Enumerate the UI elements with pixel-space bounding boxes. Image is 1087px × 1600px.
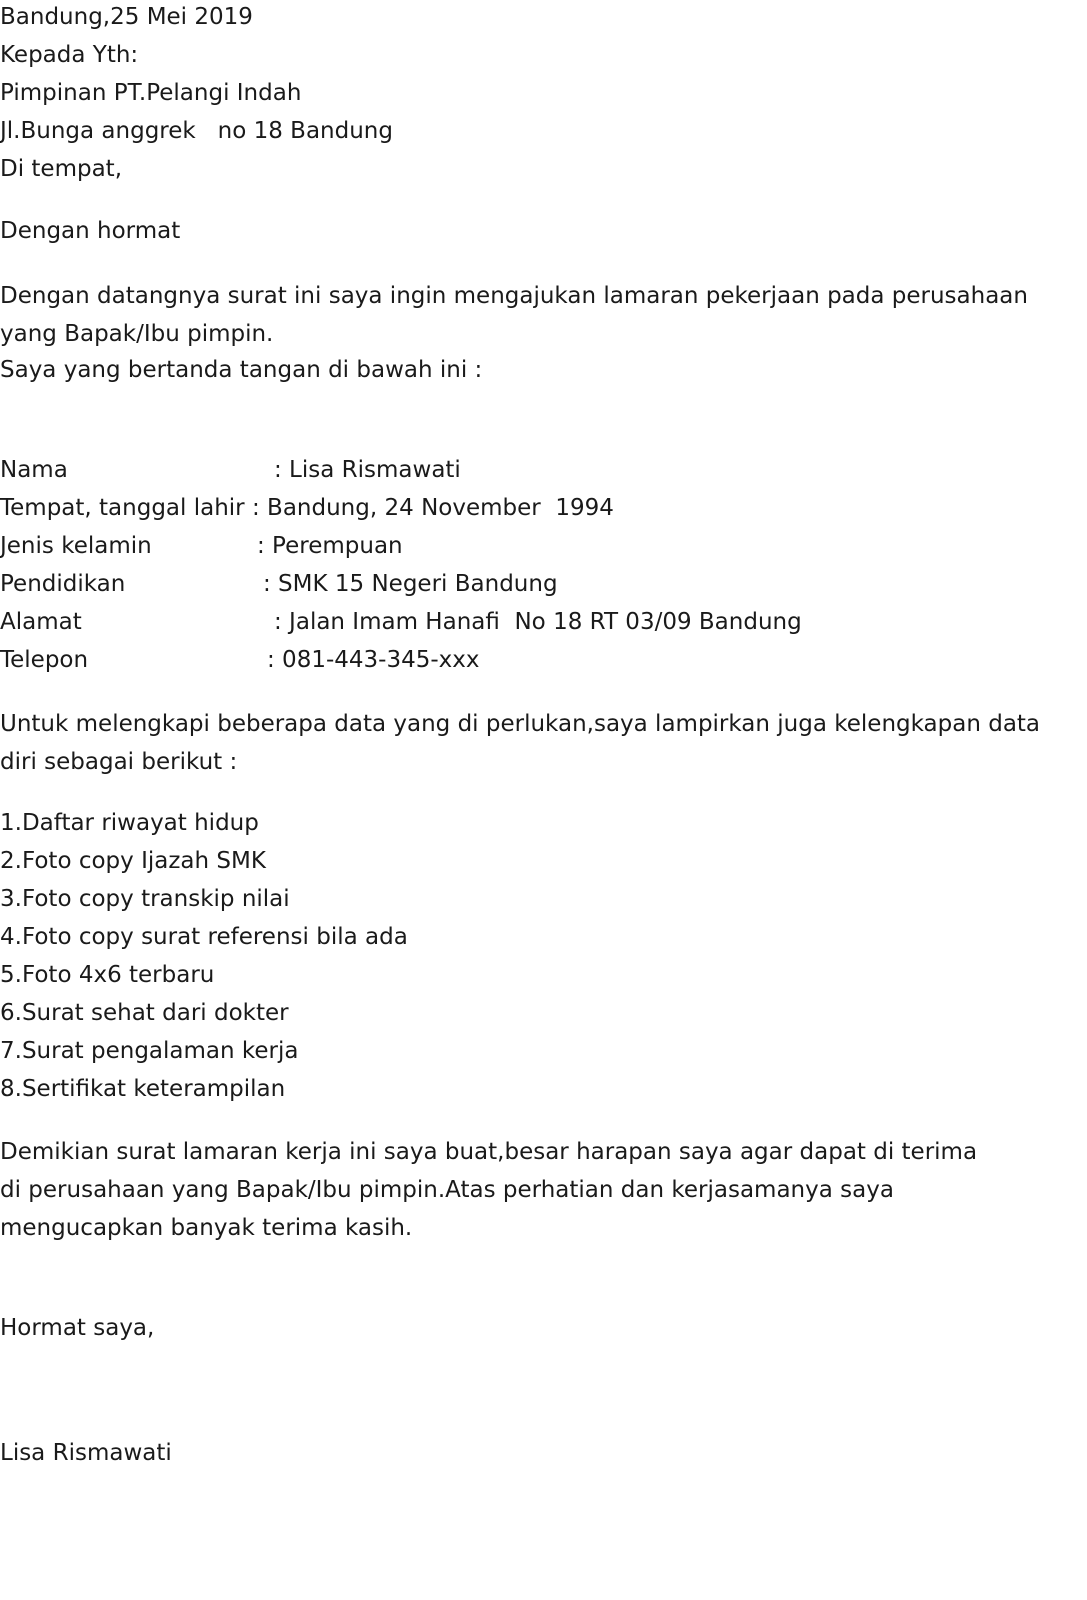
sign-off: Hormat saya, bbox=[0, 1315, 155, 1341]
letter-recipient: Pimpinan PT.Pelangi Indah bbox=[0, 80, 302, 106]
field-label-gender: Jenis kelamin bbox=[0, 533, 152, 559]
list-item: 8.Sertifikat keterampilan bbox=[0, 1076, 286, 1102]
list-item: 4.Foto copy surat referensi bila ada bbox=[0, 924, 408, 950]
field-value-address: : Jalan Imam Hanafi No 18 RT 03/09 Bandung bbox=[274, 609, 802, 635]
list-item: 3.Foto copy transkip nilai bbox=[0, 886, 290, 912]
letter-to: Kepada Yth: bbox=[0, 42, 139, 68]
field-label-education: Pendidikan bbox=[0, 571, 126, 597]
signature-name: Lisa Rismawati bbox=[0, 1440, 172, 1466]
letter-greeting: Dengan hormat bbox=[0, 218, 181, 244]
field-value-phone: : 081-443-345-xxx bbox=[267, 647, 480, 673]
field-value-name: : Lisa Rismawati bbox=[274, 457, 461, 483]
list-item: 7.Surat pengalaman kerja bbox=[0, 1038, 299, 1064]
field-label-address: Alamat bbox=[0, 609, 82, 635]
field-value-education: : SMK 15 Negeri Bandung bbox=[263, 571, 558, 597]
letter-location: Di tempat, bbox=[0, 156, 123, 182]
field-label-birth: Tempat, tanggal lahir bbox=[0, 495, 245, 521]
list-item: 5.Foto 4x6 terbaru bbox=[0, 962, 215, 988]
list-item: 1.Daftar riwayat hidup bbox=[0, 810, 259, 836]
field-label-name: Nama bbox=[0, 457, 68, 483]
letter-recipient-address: Jl.Bunga anggrek no 18 Bandung bbox=[0, 118, 393, 144]
list-item: 2.Foto copy Ijazah SMK bbox=[0, 848, 266, 874]
field-label-phone: Telepon bbox=[0, 647, 89, 673]
list-item: 6.Surat sehat dari dokter bbox=[0, 1000, 289, 1026]
closing-paragraph: Demikian surat lamaran kerja ini saya buat,besar harapan saya agar dapat di terima di perusahaan yang Bapak/Ibu pimpin.Atas perhatian dan kerjasamanya saya mengucapkan banyak terima kasih. bbox=[0, 1139, 978, 1241]
field-value-birth: : Bandung, 24 November 1994 bbox=[252, 495, 614, 521]
intro-paragraph: Dengan datangnya surat ini saya ingin mengajukan lamaran pekerjaan pada perusahaan yang Bapak/Ibu pimpin. bbox=[0, 283, 1028, 347]
letter-place-date: Bandung,25 Mei 2019 bbox=[0, 4, 253, 30]
attachments-intro: Untuk melengkapi beberapa data yang di perlukan,saya lampirkan juga kelengkapan data diri sebagai berikut : bbox=[0, 711, 1041, 775]
field-value-gender: : Perempuan bbox=[257, 533, 403, 559]
intro-lead: Saya yang bertanda tangan di bawah ini : bbox=[0, 357, 483, 383]
